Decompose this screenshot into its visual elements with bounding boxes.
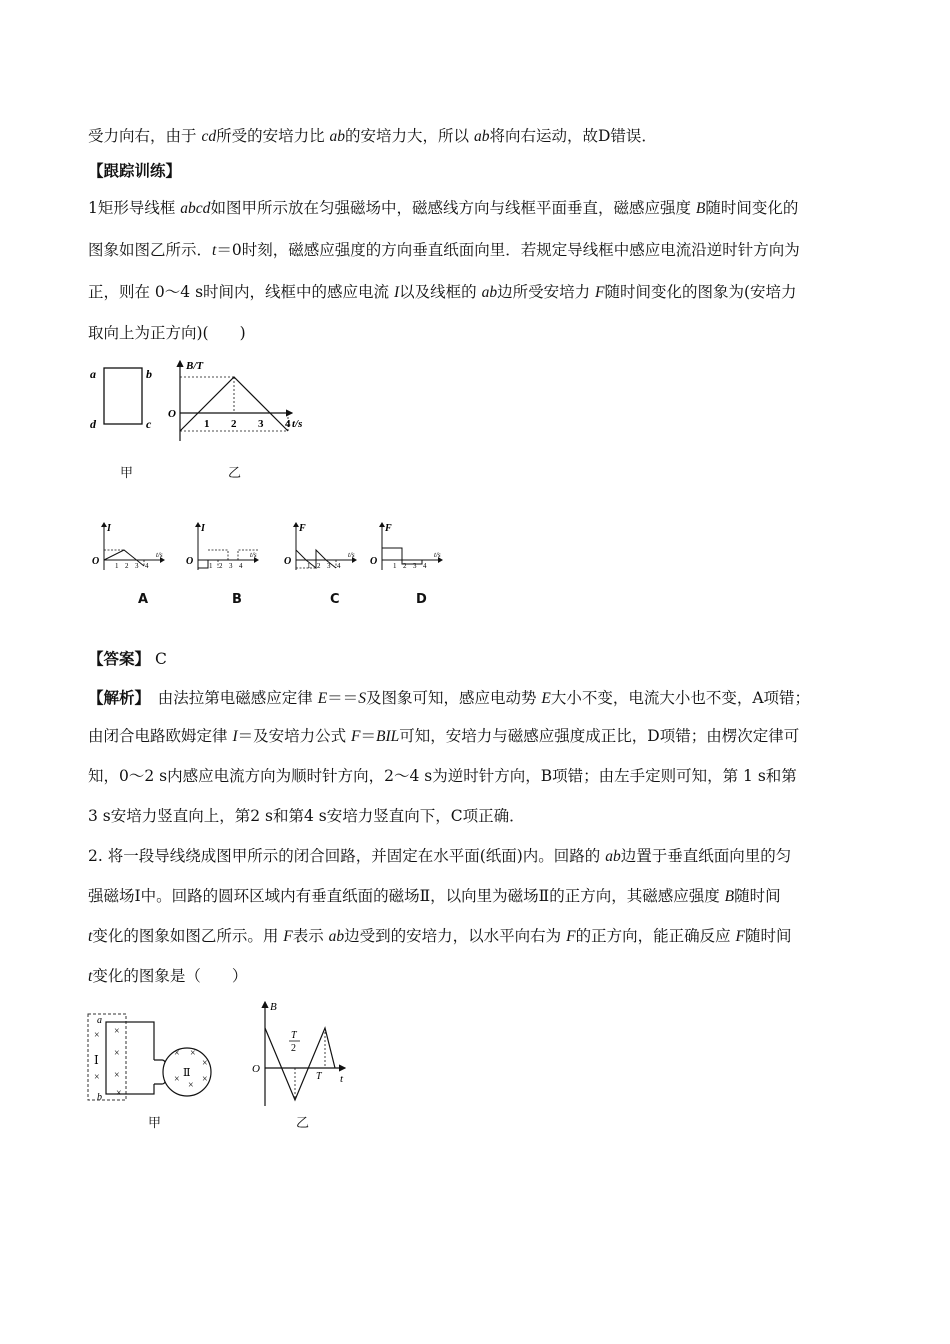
tick-4: 4 (337, 562, 341, 570)
var-ab: ab (605, 848, 621, 865)
tick-2: 2 (403, 562, 407, 570)
label-b: b (97, 1092, 102, 1103)
analysis-line-1 (88, 688, 810, 709)
field-cross: × (114, 1048, 120, 1059)
var-S: S (358, 690, 366, 707)
field-cross: × (202, 1074, 208, 1085)
tick-1: 1 (115, 562, 119, 570)
tick-3: 3 (327, 562, 331, 570)
figure-jia-circuit (84, 1010, 234, 1105)
tick-labels (204, 418, 291, 430)
option-graph-B (184, 520, 266, 572)
analysis-line-2 (88, 726, 799, 747)
heading-training: 【跟踪训练】 (88, 161, 182, 180)
field-cross: × (174, 1074, 180, 1085)
continuation-paragraph (88, 126, 657, 147)
y-label: F (385, 523, 392, 534)
half-T-numerator: T (291, 1030, 297, 1041)
option-graph-D (368, 520, 450, 572)
var-B: B (724, 888, 735, 905)
var-I: I (232, 728, 238, 745)
x-axis-label: t/s (292, 418, 303, 430)
q1-line-3 (88, 282, 797, 303)
tick-3: 3 (229, 562, 233, 570)
answer-label: 【答案】 (88, 649, 151, 668)
text: 变化的图象如图乙所示。用 (92, 927, 284, 945)
var-t: t (88, 928, 93, 945)
tick-2: 2 (125, 562, 129, 570)
x-label: t/s (250, 551, 257, 559)
field-cross: × (114, 1026, 120, 1037)
var-F: F (283, 928, 293, 945)
var-cd: cd (201, 128, 217, 145)
label-b: b (146, 367, 152, 381)
var-abcd: abcd (180, 200, 211, 217)
text: 随时间 (734, 887, 781, 905)
var-F: F (566, 928, 576, 945)
option-graph-C (282, 520, 364, 572)
text: 的安培力大，所以 (345, 127, 474, 145)
field-cross: × (188, 1080, 194, 1091)
text: 1矩形导线框 (88, 199, 181, 217)
var-I: I (393, 284, 400, 301)
text: 所受的安培力比 (216, 127, 330, 145)
text: 边置于垂直纸面向里的匀 (620, 847, 792, 865)
q1-line-1 (88, 198, 798, 219)
tick-label-2: 2 (231, 418, 237, 430)
text: 大小不变，电流大小也不变，A项错； (550, 689, 811, 707)
text: ＝及安培力公式 (237, 727, 352, 745)
analysis-label: 【解析】 (88, 688, 143, 707)
option-graph-A (90, 520, 172, 572)
field-cross: × (94, 1030, 100, 1041)
text: 边所受安培力 (497, 283, 596, 301)
q2-line-3 (88, 926, 791, 947)
label-a: a (97, 1015, 102, 1026)
tick-label-3: 3 (258, 418, 264, 430)
analysis-line-3: 知，0～2 s内感应电流方向为顺时针方向，2～4 s为逆时针方向，B项错；由左手定则可知，第 1 s和第 (88, 767, 797, 785)
caption-jia-2: 甲 (148, 1116, 162, 1131)
y-axis-label: B/T (186, 360, 204, 372)
y-axis-label: B (270, 1001, 277, 1013)
var-E: E (317, 690, 328, 707)
text: 图象如图乙所示． (88, 241, 213, 259)
text: 及图象可知，感应电动势 (365, 689, 542, 707)
x-label: t/s (156, 551, 163, 559)
text: 边受到的安培力，以水平向右为 (344, 927, 567, 945)
tick-1: 1 (209, 562, 213, 570)
label-region-II: Ⅱ (183, 1067, 191, 1079)
label-region-I: Ⅰ (94, 1053, 99, 1067)
var-t: t (212, 242, 217, 259)
field-cross: × (94, 1072, 100, 1083)
y-label: F (299, 523, 306, 534)
text: ＝ (360, 727, 377, 745)
T-label: T (316, 1071, 322, 1082)
text: 将向右运动，故D错误． (489, 127, 657, 145)
text: 2. 将一段导线绕成图甲所示的闭合回路，并固定在水平面(纸面)内。回路的 (88, 847, 606, 865)
text: 由法拉第电磁感应定律 (142, 689, 318, 707)
tick-1: 1 (307, 562, 311, 570)
q1-line-4: 取向上为正方向)( ) (88, 324, 246, 342)
label-c: c (146, 417, 152, 431)
field-cross: × (114, 1070, 120, 1081)
figure-jia-rectangle (86, 360, 166, 435)
origin-label: O (168, 408, 176, 420)
tick-2: 2 (219, 562, 223, 570)
field-cross: × (116, 1088, 122, 1099)
origin: O (92, 556, 100, 567)
caption-yi-2: 乙 (296, 1116, 310, 1131)
option-label-B: B (232, 592, 242, 607)
y-label: I (201, 523, 205, 534)
caption-yi: 乙 (228, 466, 242, 481)
text: 随时间变化的图象为(安培力 (604, 283, 797, 301)
option-label-A: A (138, 592, 149, 607)
text: 随时间 (744, 927, 792, 945)
text: 强磁场Ⅰ中。回路的圆环区域内有垂直纸面的磁场Ⅱ，以向里为磁场Ⅱ的正方向，其磁感应强度 (88, 887, 725, 905)
text: 变化的图象是（ ） (92, 967, 248, 985)
tick-4: 4 (239, 562, 243, 570)
B-waveform (265, 1028, 335, 1100)
text: 如图甲所示放在匀强磁场中，磁感线方向与线框平面垂直，磁感应强度 (210, 199, 696, 217)
var-ab: ab (328, 928, 345, 945)
tick-1: 1 (393, 562, 397, 570)
var-ab: ab (473, 128, 490, 145)
var-ab: ab (329, 128, 346, 145)
text: 由闭合电路欧姆定律 (88, 727, 233, 745)
tick-4: 4 (145, 562, 149, 570)
caption-jia: 甲 (120, 466, 134, 481)
tick-4: 4 (423, 562, 427, 570)
q2-line-4 (88, 966, 247, 987)
label-d: d (90, 417, 96, 431)
field-cross: × (202, 1058, 208, 1069)
x-axis-label: t (340, 1073, 344, 1085)
text: 表示 (292, 927, 329, 945)
var-F: F (735, 928, 745, 945)
tick-3: 3 (135, 562, 139, 570)
label-a: a (90, 367, 96, 381)
text: ＝＝ (327, 689, 359, 707)
tick-3: 3 (413, 562, 417, 570)
text: 以及线框的 (399, 283, 482, 301)
text: 的正方向，能正确反应 (575, 927, 736, 945)
var-BIL: BIL (376, 728, 400, 745)
var-F: F (595, 284, 605, 301)
text: 正，则在 0～4 s时间内，线框中的感应电流 (88, 283, 394, 301)
answer-value: C (150, 650, 167, 668)
field-cross: × (190, 1048, 196, 1059)
origin: O (370, 556, 378, 567)
origin-label: O (252, 1063, 260, 1075)
text: 可知，安培力与磁感应强度成正比，D项错；由楞次定律可 (399, 727, 800, 745)
q2-line-2 (88, 886, 781, 907)
option-label-C: C (330, 592, 340, 607)
tick-label-1: 1 (204, 418, 210, 430)
tick-label-4: 4 (285, 418, 291, 430)
text: ＝0时刻，磁感应强度的方向垂直纸面向里．若规定导线框中感应电流沿逆时针方向为 (216, 241, 800, 259)
field-cross: × (174, 1048, 180, 1059)
field-crosses (94, 1026, 208, 1099)
var-t: t (88, 968, 93, 985)
figure-yi-B-graph-2 (250, 998, 360, 1110)
origin: O (284, 556, 292, 567)
tick-2: 2 (317, 562, 321, 570)
var-B: B (695, 200, 706, 217)
loop-rectangle (104, 368, 142, 424)
answer-line (88, 649, 167, 669)
x-label: t/s (348, 551, 355, 559)
origin: O (186, 556, 194, 567)
analysis-line-4: 3 s安培力竖直向上，第2 s和第4 s安培力竖直向下，C项正确． (88, 807, 525, 825)
x-label: t/s (434, 551, 441, 559)
half-T-denominator: 2 (291, 1043, 296, 1054)
text: 受力向右，由于 (88, 127, 202, 145)
q1-line-2 (88, 240, 800, 261)
figure-yi-B-graph (166, 355, 316, 447)
option-label-D: D (416, 592, 427, 607)
text: 随时间变化的 (705, 199, 799, 217)
q2-line-1 (88, 846, 791, 867)
var-E: E (541, 690, 551, 707)
y-label: I (107, 523, 111, 534)
var-ab: ab (481, 284, 498, 301)
var-F: F (351, 728, 361, 745)
